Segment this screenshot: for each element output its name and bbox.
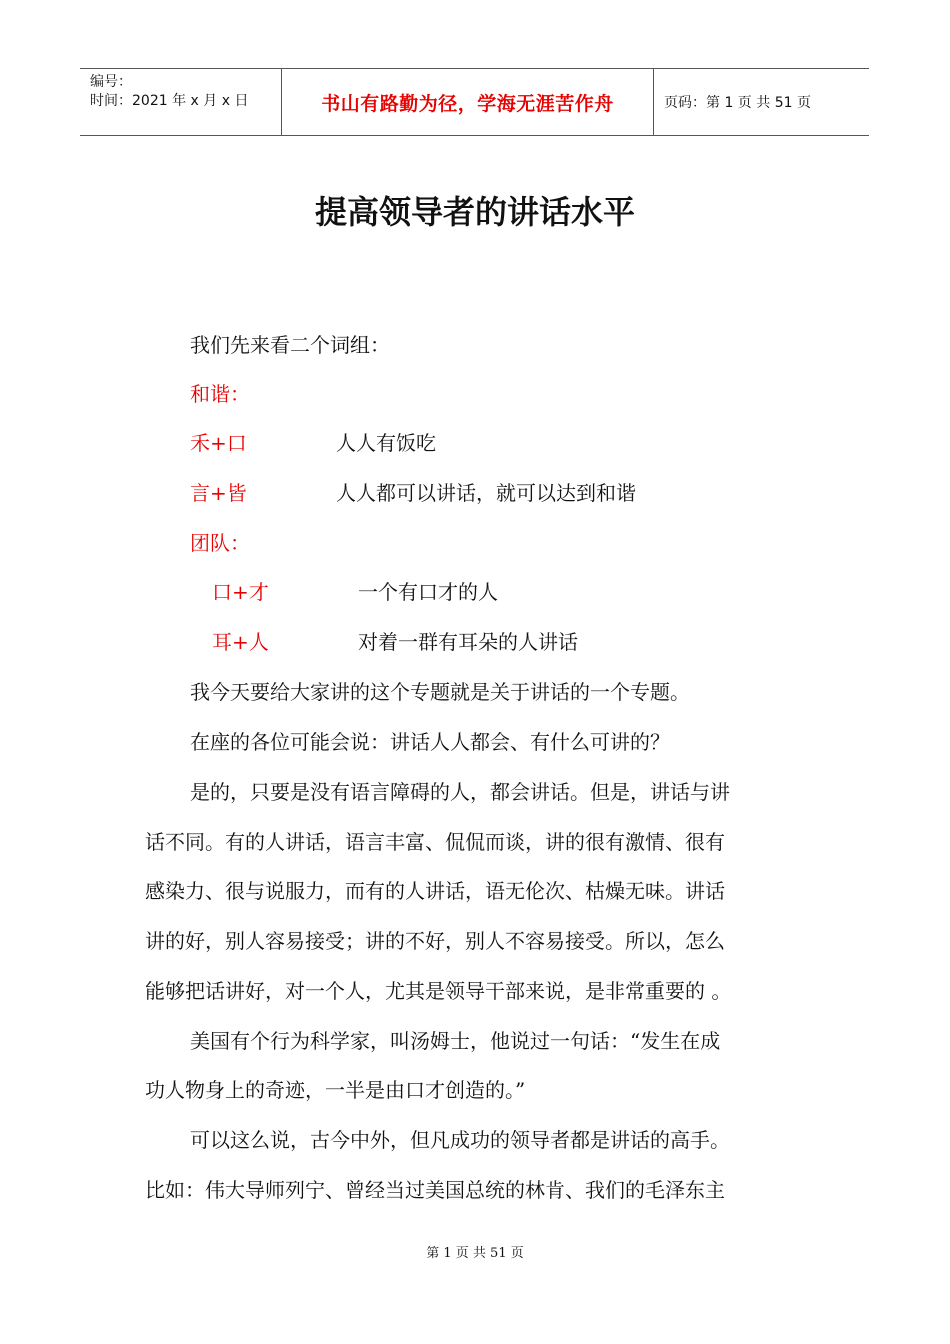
- header-meta: [80, 69, 281, 135]
- paragraph-line: 是的，只要是没有语言障碍的人，都会讲话。但是，讲话与讲: [190, 780, 730, 804]
- paragraph-line: 感染力、很与说服力，而有的人讲话，语无伦次、枯燥无味。讲话: [145, 879, 725, 903]
- paragraph-line: 讲的好，别人容易接受；讲的不好，别人不容易接受。所以，怎么: [145, 929, 725, 953]
- document-title: 提高领导者的讲话水平: [314, 193, 635, 231]
- word-team: 团队：: [190, 531, 250, 555]
- paragraph-topic: 我今天要给大家讲的这个专题就是关于讲话的一个专题。: [190, 680, 690, 704]
- word-harmony-part2: 言+皆: [190, 481, 247, 505]
- word-harmony: 和谐：: [190, 382, 250, 406]
- intro-text: 我们先来看二个词组：: [190, 333, 390, 357]
- header-time-label: 时间：2021 年 x 月 x 日: [90, 93, 249, 109]
- word-team-part1-meaning: 一个有口才的人: [358, 580, 498, 604]
- paragraph-question: 在座的各位可能会说：讲话人人都会、有什么可讲的？: [190, 730, 670, 754]
- paragraph-line: 能够把话讲好，对一个人，尤其是领导干部来说，是非常重要的 。: [145, 979, 732, 1003]
- page-header: [80, 68, 869, 136]
- header-page-info-cell: [654, 69, 869, 135]
- header-motto: 书山有路勤为径，学海无涯苦作舟: [321, 92, 614, 115]
- page-footer: 第 1 页 共 51 页: [426, 1246, 524, 1261]
- paragraph-line: 话不同。有的人讲话，语言丰富、侃侃而谈，讲的很有激情、很有: [145, 830, 725, 854]
- word-harmony-part2-meaning: 人人都可以讲话，就可以达到和谐: [336, 481, 636, 505]
- word-team-part2-meaning: 对着一群有耳朵的人讲话: [358, 630, 578, 654]
- paragraph-line: 美国有个行为科学家，叫汤姆士，他说过一句话：“发生在成: [190, 1029, 721, 1053]
- paragraph-line: 比如：伟大导师列宁、曾经当过美国总统的林肯、我们的毛泽东主: [145, 1178, 725, 1202]
- word-harmony-part1: 禾+口: [190, 431, 247, 455]
- header-motto-cell: [281, 69, 654, 135]
- word-team-part2: 耳+人: [212, 630, 269, 654]
- paragraph-line: 可以这么说，古今中外，但凡成功的领导者都是讲话的高手。: [190, 1128, 730, 1152]
- paragraph-line: 功人物身上的奇迹，一半是由口才创造的。”: [145, 1078, 526, 1102]
- header-page-info: 页码：第 1 页 共 51 页: [664, 95, 811, 111]
- word-team-part1: 口+才: [212, 580, 269, 604]
- header-number-label: 编号：: [90, 74, 132, 90]
- word-harmony-part1-meaning: 人人有饭吃: [336, 431, 436, 455]
